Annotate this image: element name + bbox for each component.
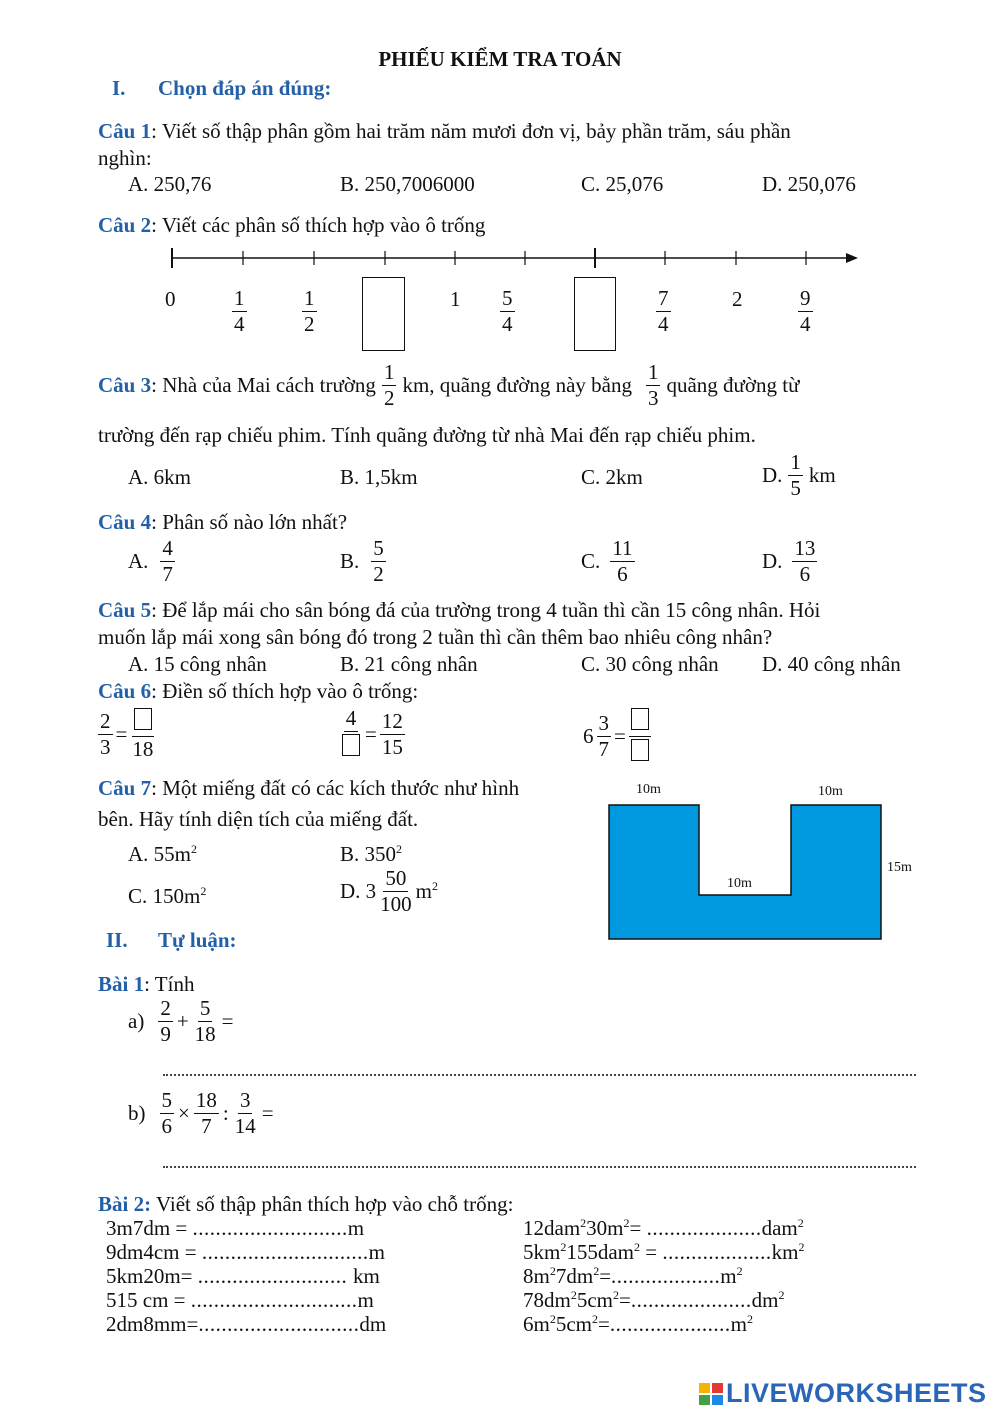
q4-option-b[interactable]: B. $\frac{5}{2}$ [340, 536, 384, 586]
q6-equation-1: $\frac{2}{3}$ = 18 [100, 708, 154, 761]
q7-option-d[interactable]: D. 3 $\frac{50}{100}$ $m^2$ [340, 866, 439, 916]
page-title: PHIẾU KIỂM TRA TOÁN [378, 47, 622, 71]
conversion-right-5[interactable]: $6m^25cm^2=.....................m^2$ [523, 1312, 753, 1336]
question-2-text: : Viết các phân số thích hợp vào ô trống [151, 213, 486, 237]
question-5: Câu 5: Để lắp mái cho sân bóng đá của trường trong 4 tuần thì cần 15 công nhân. Hỏi [98, 598, 821, 622]
dim-side: 15m [887, 860, 912, 875]
question-1-text-cont: nghìn: [98, 146, 152, 170]
land-plot-figure [606, 800, 886, 944]
number-line-label-1: 1 [450, 287, 461, 311]
conversion-left-4[interactable]: 515 cm = .............................m [106, 1288, 374, 1312]
number-line [160, 246, 860, 270]
dim-top-right: 10m [818, 784, 843, 799]
question-1 [98, 119, 791, 144]
conversion-right-3[interactable]: $8m^27dm^2=...................m^2$ [523, 1264, 743, 1288]
q4-option-a[interactable]: A. $\frac{4}{7}$ [128, 536, 173, 586]
q5-option-c[interactable]: C. 30 công nhân [581, 652, 719, 676]
question-2 [98, 213, 485, 238]
conversion-left-1[interactable]: 3m7dm = ...........................m [106, 1216, 365, 1240]
exercise-2-label: Bài 2: [98, 1192, 152, 1216]
conversion-right-4[interactable]: $78dm^25cm^2=.....................dm^2$ [523, 1288, 785, 1312]
q7-option-b[interactable]: B. $350^2$ [340, 842, 403, 866]
answer-line-1b[interactable] [163, 1166, 916, 1168]
question-6: Câu 6: Điền số thích hợp vào ô trống: [98, 679, 419, 703]
question-4: Câu 4: Phân số nào lớn nhất? [98, 510, 348, 534]
number-line-fraction-5-4: $\frac{5}{4}$ [502, 286, 513, 336]
q7-option-a[interactable]: A. $55m^2$ [128, 842, 197, 866]
q1-option-c[interactable]: C. 25,076 [581, 172, 664, 196]
number-line-fraction-9-4: $\frac{9}{4}$ [800, 286, 811, 336]
conversion-left-5[interactable]: 2dm8mm=............................dm [106, 1312, 387, 1336]
q6-input-3-denominator[interactable] [631, 739, 649, 761]
q3-option-d[interactable]: D. $\frac{1}{5}$ km [762, 450, 836, 500]
q6-equation-3: 6 $\frac{3}{7}$ = [583, 708, 651, 765]
q5-option-b[interactable]: B. 21 công nhân [340, 652, 478, 676]
exercise-1-label: Bài 1 [98, 972, 145, 996]
q3-option-c[interactable]: C. 2km [581, 465, 643, 489]
question-3-text-cont: trường đến rạp chiếu phim. Tính quãng đường từ nhà Mai đến rạp chiếu phim. [98, 423, 756, 447]
dim-inner: 10m [727, 876, 752, 891]
question-1-text: : Viết số thập phân gồm hai trăm năm mươi đơn vị, bảy phần trăm, sáu phần [151, 119, 791, 143]
section-2-heading: Tự luận: [158, 928, 237, 952]
dim-top-left: 10m [636, 782, 661, 797]
conversion-left-3[interactable]: 5km20m= .......................... km [106, 1264, 380, 1288]
brand-name: LIVEWORKSHEETS [726, 1378, 987, 1408]
number-line-fraction-1-2: $\frac{1}{2}$ [304, 286, 315, 336]
exercise-1b: b) $\frac{5}{6}$ × $\frac{18}{7}$ : $\frac{3}{14}$ = [128, 1088, 274, 1138]
question-1-label: Câu 1 [98, 119, 152, 143]
section-2-number: II. [106, 928, 128, 952]
q1-option-a[interactable]: A. 250,76 [128, 172, 212, 196]
answer-line-1a[interactable] [163, 1074, 916, 1076]
q4-option-d[interactable]: D. $\frac{13}{6}$ [762, 536, 816, 586]
question-6-label: Câu 6 [98, 679, 152, 703]
q6-input-3-numerator[interactable] [631, 708, 649, 730]
exercise-1a: a) $\frac{2}{9}$ + $\frac{5}{18}$ = [128, 996, 234, 1046]
exercise-1: Bài 1: Tính [98, 972, 195, 996]
question-3: Câu 3: Nhà của Mai cách trường $\frac{1}{2}$ km, quãng đường này bằng $\frac{1}{3}$ quãng đường từ [98, 360, 800, 410]
number-line-fraction-1-4: $\frac{1}{4}$ [234, 286, 245, 336]
q1-option-d[interactable]: D. 250,076 [762, 172, 856, 196]
number-line-answer-box-1[interactable] [362, 277, 405, 351]
question-4-label: Câu 4 [98, 510, 152, 534]
conversion-left-2[interactable]: 9dm4cm = .............................m [106, 1240, 385, 1264]
brand-icon [698, 1381, 724, 1407]
q4-option-c[interactable]: C. $\frac{11}{6}$ [581, 536, 633, 586]
question-7: Câu 7: Một miếng đất có các kích thước như hình [98, 776, 520, 800]
number-line-answer-box-2[interactable] [574, 277, 616, 351]
number-line-fraction-7-4: $\frac{7}{4}$ [658, 286, 669, 336]
question-5-text-cont: muốn lắp mái xong sân bóng đó trong 2 tuần thì cần thêm bao nhiêu công nhân? [98, 625, 773, 649]
q5-option-d[interactable]: D. 40 công nhân [762, 652, 901, 676]
q1-option-b[interactable]: B. 250,7006000 [340, 172, 475, 196]
q3-option-b[interactable]: B. 1,5km [340, 465, 418, 489]
section-1-number: I. [112, 76, 126, 100]
number-line-label-2: 2 [732, 287, 743, 311]
brand-logo [698, 1378, 987, 1409]
section-1-heading: Chọn đáp án đúng: [158, 76, 332, 100]
exercise-2: Bài 2: Viết số thập phân thích hợp vào chỗ trống: [98, 1192, 514, 1216]
question-2-label: Câu 2 [98, 213, 152, 237]
land-plot-shape [609, 805, 881, 939]
q6-equation-2: 4 = $\frac{12}{15}$ [340, 708, 405, 760]
q7-option-c[interactable]: C. $150m^2$ [128, 884, 207, 908]
question-7-label: Câu 7 [98, 776, 152, 800]
q6-input-1[interactable] [134, 708, 152, 730]
question-7-text-cont: bên. Hãy tính diện tích của miếng đất. [98, 807, 419, 831]
q5-option-a[interactable]: A. 15 công nhân [128, 652, 267, 676]
question-3-label: Câu 3 [98, 373, 152, 397]
number-line-label-0: 0 [165, 287, 176, 311]
conversion-right-1[interactable]: $12dam^230m^2= ....................dam^2$ [523, 1216, 804, 1240]
q6-input-2[interactable] [342, 734, 360, 756]
q3-option-a[interactable]: A. 6km [128, 465, 191, 489]
conversion-right-2[interactable]: $5km^2155dam^2 = ...................km^2$ [523, 1240, 805, 1264]
question-5-label: Câu 5 [98, 598, 152, 622]
